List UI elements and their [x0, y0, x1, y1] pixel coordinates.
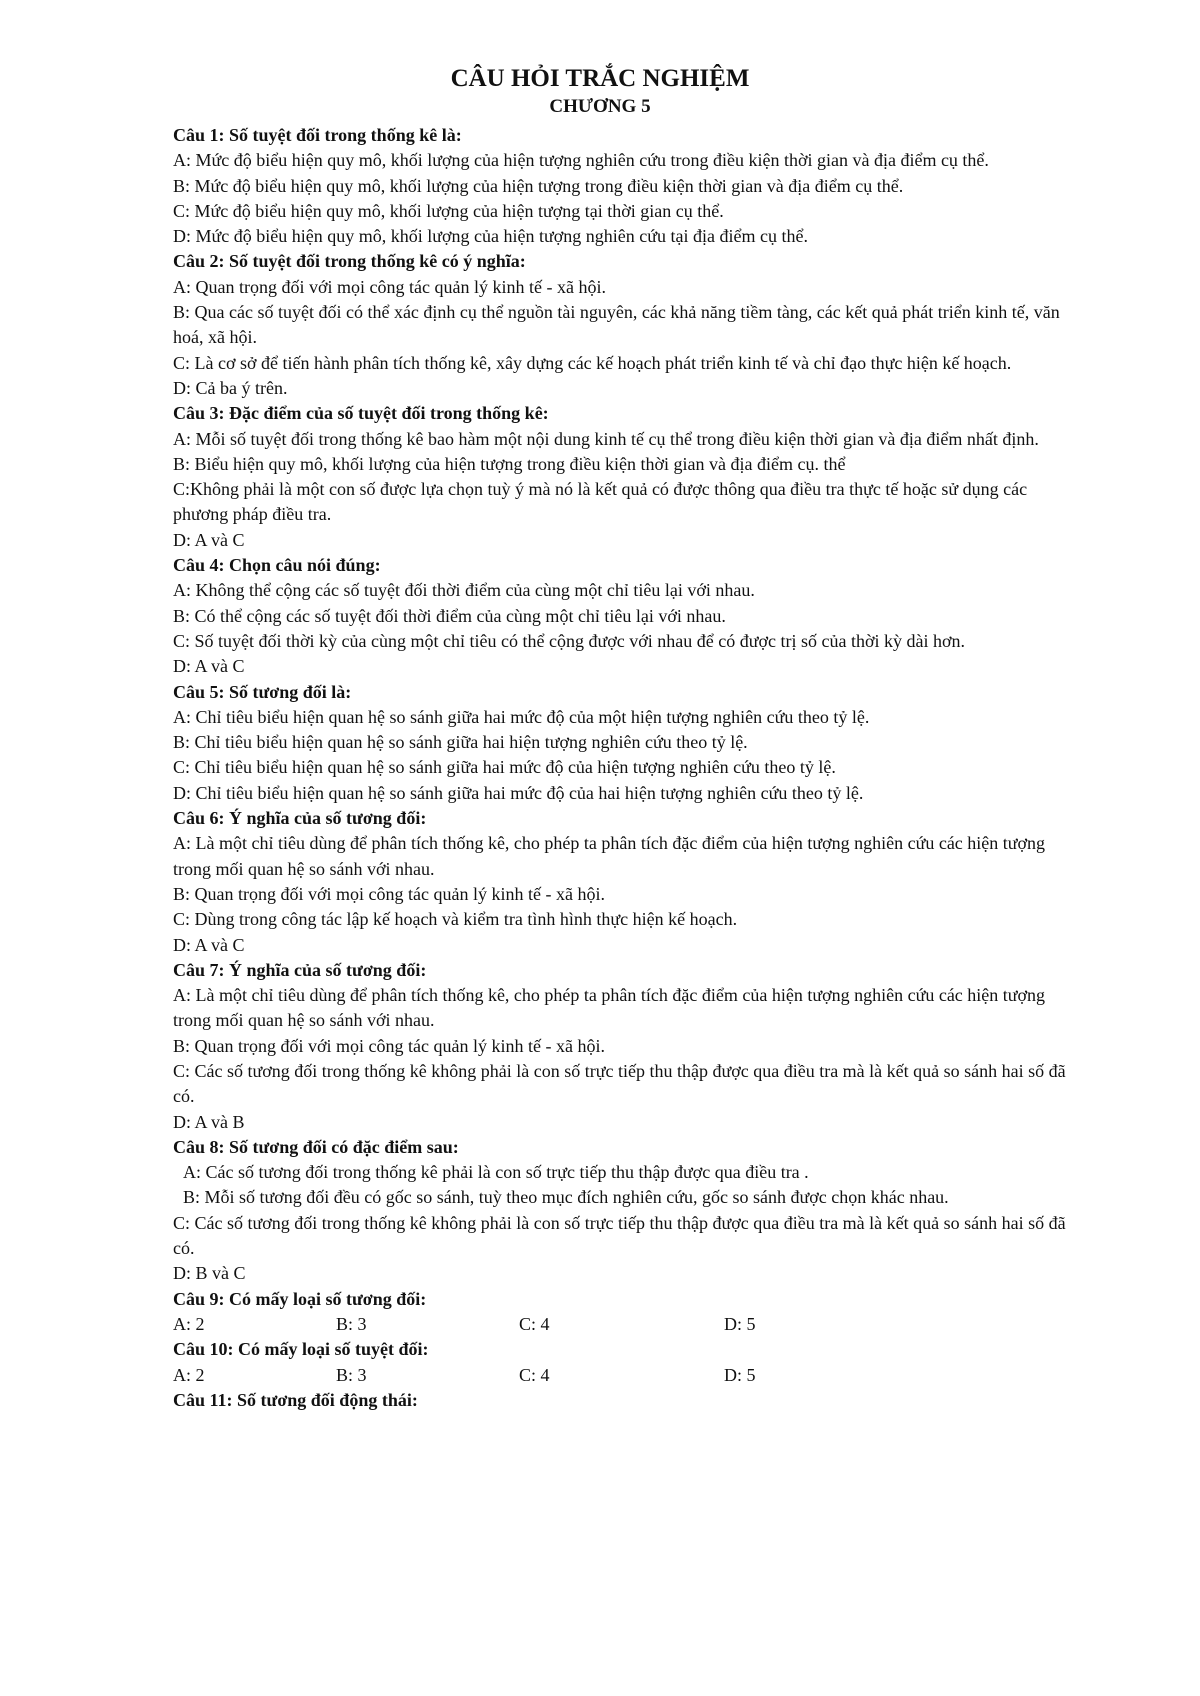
- chapter-subtitle: CHƯƠNG 5: [549, 96, 651, 117]
- answer-option: C: 4: [519, 1313, 550, 1334]
- answer-option: C: Dùng trong công tác lập kế hoạch và kiểm tra tình hình thực hiện kế hoạch.: [173, 909, 738, 930]
- answer-option: D: 5: [724, 1313, 756, 1334]
- answer-option: C: Các số tương đối trong thống kê không phải là con số trực tiếp thu thập được qua điều tra mà là kết quả so sánh hai số đã có.: [173, 1212, 1066, 1259]
- answer-option: B: Mỗi số tương đối đều có gốc so sánh, tuỳ theo mục đích nghiên cứu, gốc so sánh được chọn khác nhau.: [183, 1187, 949, 1208]
- answer-option: D: A và C: [173, 934, 245, 955]
- answer-option: A: 2: [173, 1364, 205, 1385]
- answer-option: D: A và C: [173, 656, 245, 677]
- answer-option: C: Là cơ sở để tiến hành phân tích thống kê, xây dựng các kế hoạch phát triển kinh tế và chỉ đạo thực hiện kế hoạch.: [173, 352, 1012, 373]
- answer-option: D: A và C: [173, 529, 245, 550]
- answer-row: [173, 1363, 1078, 1388]
- answer-option: B: Chỉ tiêu biểu hiện quan hệ so sánh giữa hai hiện tượng nghiên cứu theo tỷ lệ.: [173, 732, 748, 753]
- page-title: CÂU HỎI TRẮC NGHIỆM: [450, 65, 750, 92]
- question-list: [173, 123, 1078, 1413]
- answer-option: B: 3: [336, 1364, 367, 1385]
- question-title: Câu 11: Số tương đối động thái:: [173, 1389, 418, 1410]
- question-title: Câu 5: Số tương đối là:: [173, 681, 352, 702]
- answer-option: C:Không phải là một con số được lựa chọn tuỳ ý mà nó là kết quả có được thông qua điều tra thực tế hoặc sử dụng các phương pháp điều tra.: [173, 479, 1028, 525]
- answer-option: A: Mức độ biểu hiện quy mô, khối lượng của hiện tượng nghiên cứu trong điều kiện thời gian và địa điểm cụ thể.: [173, 150, 989, 171]
- answer-option: D: Mức độ biểu hiện quy mô, khối lượng của hiện tượng nghiên cứu tại địa điểm cụ thể.: [173, 226, 808, 247]
- question-title: Câu 3: Đặc điểm của số tuyệt đối trong thống kê:: [173, 403, 549, 424]
- answer-option: B: Qua các số tuyệt đối có thể xác định cụ thể nguồn tài nguyên, các khả năng tiềm tàng, các kết quả phát triển kinh tế, văn hoá, xã hội.: [173, 302, 1060, 348]
- answer-option: C: 4: [519, 1364, 550, 1385]
- answer-option: B: Quan trọng đối với mọi công tác quản lý kinh tế - xã hội.: [173, 1035, 605, 1056]
- answer-option: C: Các số tương đối trong thống kê không phải là con số trực tiếp thu thập được qua điều tra mà là kết quả so sánh hai số đã có.: [173, 1060, 1066, 1107]
- question-title: Câu 7: Ý nghĩa của số tương đối:: [173, 959, 427, 980]
- answer-option: A: Không thể cộng các số tuyệt đối thời điểm của cùng một chỉ tiêu lại với nhau.: [173, 580, 755, 601]
- answer-option: B: Có thể cộng các số tuyệt đối thời điểm của cùng một chỉ tiêu lại với nhau.: [173, 605, 726, 626]
- answer-option: C: Chỉ tiêu biểu hiện quan hệ so sánh giữa hai mức độ của hiện tượng nghiên cứu theo tỷ lệ.: [173, 757, 836, 778]
- answer-option: A: Các số tương đối trong thống kê phải là con số trực tiếp thu thập được qua điều tra .: [183, 1162, 809, 1183]
- answer-option: D: Chỉ tiêu biểu hiện quan hệ so sánh giữa hai mức độ của hai hiện tượng nghiên cứu theo tỷ lệ.: [173, 782, 864, 803]
- answer-option: B: Mức độ biểu hiện quy mô, khối lượng của hiện tượng trong điều kiện thời gian và địa điểm cụ thể.: [173, 175, 904, 196]
- answer-option: D: A và B: [173, 1111, 245, 1132]
- answer-option: A: Chỉ tiêu biểu hiện quan hệ so sánh giữa hai mức độ của một hiện tượng nghiên cứu theo tỷ lệ.: [173, 706, 870, 727]
- answer-option: C: Số tuyệt đối thời kỳ của cùng một chỉ tiêu có thể cộng được với nhau để có được trị số của thời kỳ dài hơn.: [173, 630, 965, 651]
- answer-option: D: 5: [724, 1364, 756, 1385]
- question-title: Câu 4: Chọn câu nói đúng:: [173, 555, 381, 576]
- answer-option: C: Mức độ biểu hiện quy mô, khối lượng của hiện tượng tại thời gian cụ thể.: [173, 200, 724, 221]
- answer-option: B: Biểu hiện quy mô, khối lượng của hiện tượng trong điều kiện thời gian và địa điểm cụ. thể: [173, 453, 846, 474]
- answer-option: A: Mỗi số tuyệt đối trong thống kê bao hàm một nội dung kinh tế cụ thể trong điều kiện thời gian và địa điểm nhất định.: [173, 428, 1039, 449]
- answer-option: A: Là một chỉ tiêu dùng để phân tích thống kê, cho phép ta phân tích đặc điểm của hiện tượng nghiên cứu các hiện tượng trong mối quan hệ so sánh với nhau.: [173, 833, 1046, 879]
- question-title: Câu 6: Ý nghĩa của số tương đối:: [173, 808, 427, 829]
- answer-row: [173, 1312, 1078, 1337]
- answer-option: B: 3: [336, 1313, 367, 1334]
- question-title: Câu 10: Có mấy loại số tuyệt đối:: [173, 1339, 429, 1360]
- question-title: Câu 9: Có mấy loại số tương đối:: [173, 1288, 427, 1309]
- question-title: Câu 1: Số tuyệt đối trong thống kê là:: [173, 125, 462, 145]
- answer-option: A: Quan trọng đối với mọi công tác quản lý kinh tế - xã hội.: [173, 276, 606, 297]
- answer-option: A: Là một chỉ tiêu dùng để phân tích thống kê, cho phép ta phân tích đặc điểm của hiện tượng nghiên cứu các hiện tượng trong mối quan hệ so sánh với nhau.: [173, 985, 1046, 1031]
- question-title: Câu 8: Số tương đối có đặc điểm sau:: [173, 1136, 459, 1157]
- answer-option: B: Quan trọng đối với mọi công tác quản lý kinh tế - xã hội.: [173, 883, 605, 904]
- answer-option: D: B và C: [173, 1263, 246, 1284]
- answer-option: D: Cả ba ý trên.: [173, 377, 288, 398]
- question-title: Câu 2: Số tuyệt đối trong thống kê có ý nghĩa:: [173, 251, 526, 272]
- answer-option: A: 2: [173, 1313, 205, 1334]
